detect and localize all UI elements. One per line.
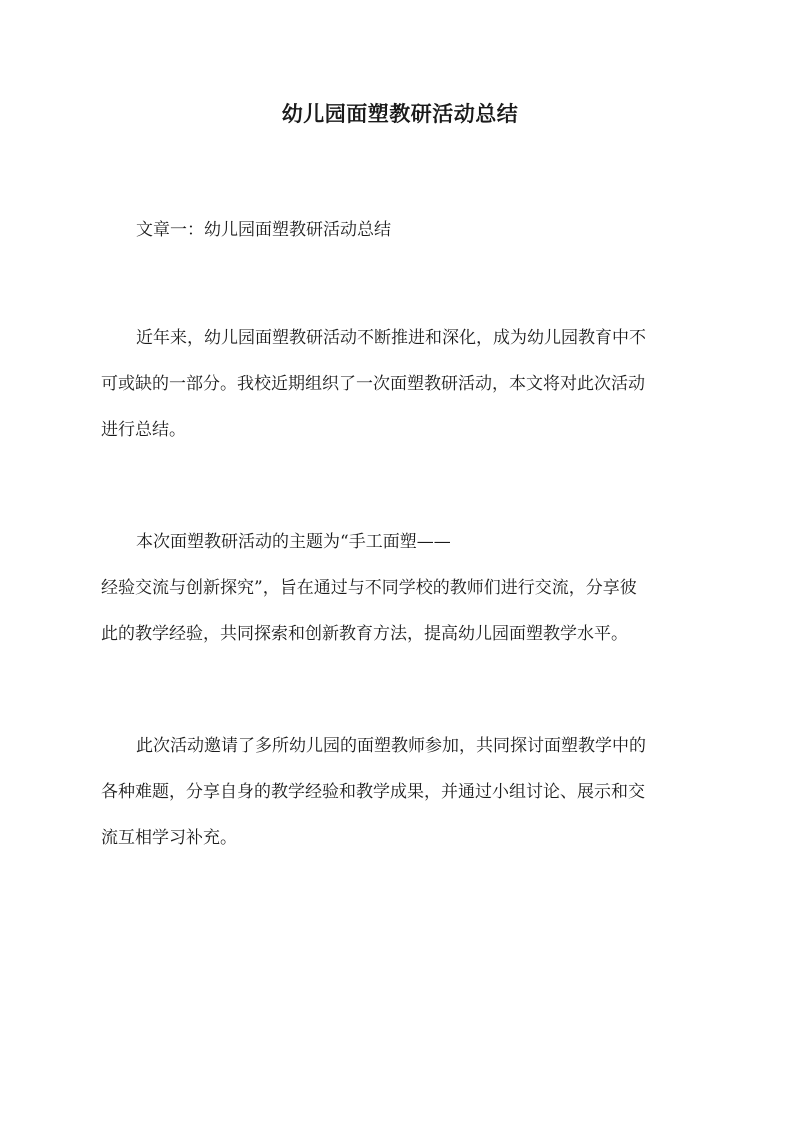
document-title: 幼儿园面塑教研活动总结 xyxy=(281,101,519,126)
paragraph-line: 流互相学习补充。 xyxy=(101,828,237,848)
paragraph-line: 可或缺的一部分。我校近期组织了一次面塑教研活动，本文将对此次活动 xyxy=(101,374,645,394)
paragraph-line: 经验交流与创新探究”，旨在通过与不同学校的教师们进行交流，分享彼 xyxy=(101,578,637,598)
paragraph-participants xyxy=(101,723,701,861)
paragraph-line: 此的教学经验，共同探索和创新教育方法，提高幼儿园面塑教学水平。 xyxy=(101,624,628,644)
paragraph-line: 近年来，幼儿园面塑教研活动不断推进和深化，成为幼儿园教育中不 xyxy=(136,328,646,348)
article-subtitle xyxy=(101,207,701,253)
paragraph-line: 进行总结。 xyxy=(101,420,186,440)
paragraph-intro xyxy=(101,315,701,453)
paragraph-line: 此次活动邀请了多所幼儿园的面塑教师参加，共同探讨面塑教学中的 xyxy=(136,736,646,756)
article-subtitle-text: 文章一：幼儿园面塑教研活动总结 xyxy=(136,220,391,240)
paragraph-line: 各种难题，分享自身的教学经验和教学成果，并通过小组讨论、展示和交 xyxy=(101,782,645,802)
paragraph-line: 本次面塑教研活动的主题为“手工面塑—— xyxy=(136,532,451,552)
paragraph-theme xyxy=(101,519,701,657)
